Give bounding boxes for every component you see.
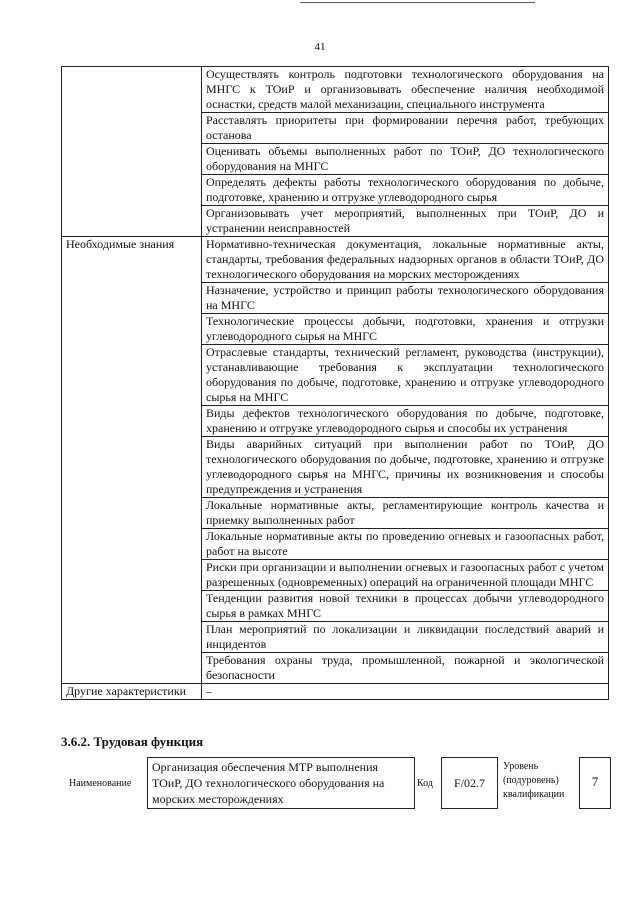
table-cell: Нормативно-техническая документация, локальные нормативные акты, стандарты, требования федеральных надзорных органов в области ТОиР, ДО технологического оборудования на морских месторождениях <box>202 237 609 283</box>
table-cell: Расставлять приоритеты при формировании перечня работ, требующих останова <box>202 113 609 144</box>
qualification-level-box: 7 <box>579 757 611 809</box>
row-heading: Другие характеристики <box>62 684 202 700</box>
section-title: 3.6.2. Трудовая функция <box>61 734 204 749</box>
labor-function-row <box>61 757 609 807</box>
name-label: Наименование <box>69 778 132 789</box>
table-cell: План мероприятий по локализации и ликвидации последствий аварий и инцидентов <box>202 622 609 653</box>
top-rule <box>300 2 535 3</box>
table-cell: Оценивать объемы выполненных работ по ТОиР, ДО технологического оборудования на МНГС <box>202 144 609 175</box>
code-label: Код <box>417 778 433 789</box>
table-cell: Риски при организации и выполнении огневых и газоопасных работ с учетом разрешенных (одновременных) операций на ограниченной площади МНГС <box>202 560 609 591</box>
row-heading: Необходимые знания <box>62 237 202 684</box>
table-cell: Отраслевые стандарты, технический регламент, руководства (инструкции), устанавливающие требования к эксплуатации технологического оборудования по добыче, подготовке, хранению и отгрузке углеводородного сырья на МНГС <box>202 345 609 406</box>
table-cell: Организовывать учет мероприятий, выполненных при ТОиР, ДО и устранении неисправностей <box>202 206 609 237</box>
table-cell: Технологические процессы добычи, подготовки, хранения и отгрузки углеводородного сырья на МНГС <box>202 314 609 345</box>
table-cell: – <box>202 684 609 700</box>
table-cell: Требования охраны труда, промышленной, пожарной и экологической безопасности <box>202 653 609 684</box>
function-code-box: F/02.7 <box>441 757 498 809</box>
table-cell: Тенденции развития новой техники в процессах добычи углеводородного сырья в рамках МНГС <box>202 591 609 622</box>
table-cell: Локальные нормативные акты, регламентирующие контроль качества и приемку выполненных работ <box>202 498 609 529</box>
level-label: Уровень (подуровень) квалификации <box>503 761 565 800</box>
table-cell: Локальные нормативные акты по проведению огневых и газоопасных работ, работ на высоте <box>202 529 609 560</box>
table-cell: Назначение, устройство и принцип работы технологического оборудования на МНГС <box>202 283 609 314</box>
table-cell: Определять дефекты работы технологического оборудования по добыче, подготовке, хранению и отгрузке углеводородного сырья <box>202 175 609 206</box>
table-row <box>62 684 609 700</box>
row-heading <box>62 67 202 237</box>
table-cell: Виды аварийных ситуаций при выполнении работ по ТОиР, ДО технологического оборудования по добыче, подготовке, хранению и отгрузке углеводородного сырья на МНГС, причины их возникновения и способы предупреждения и устранения <box>202 437 609 498</box>
table-row <box>62 67 609 113</box>
page-number: 41 <box>314 41 326 53</box>
function-name-box: Организация обеспечения МТР выполнения ТОиР, ДО технологического оборудования на морских месторождениях <box>147 757 415 809</box>
table-cell: Осуществлять контроль подготовки технологического оборудования на МНГС к ТОиР и организовывать обеспечение наличия необходимой оснастки, средств малой механизации, специального инструмента <box>202 67 609 113</box>
table-cell: Виды дефектов технологического оборудования по добыче, подготовке, хранению и отгрузке углеводородного сырья и способы их устранения <box>202 406 609 437</box>
table-row <box>62 237 609 283</box>
competency-table <box>61 66 609 700</box>
